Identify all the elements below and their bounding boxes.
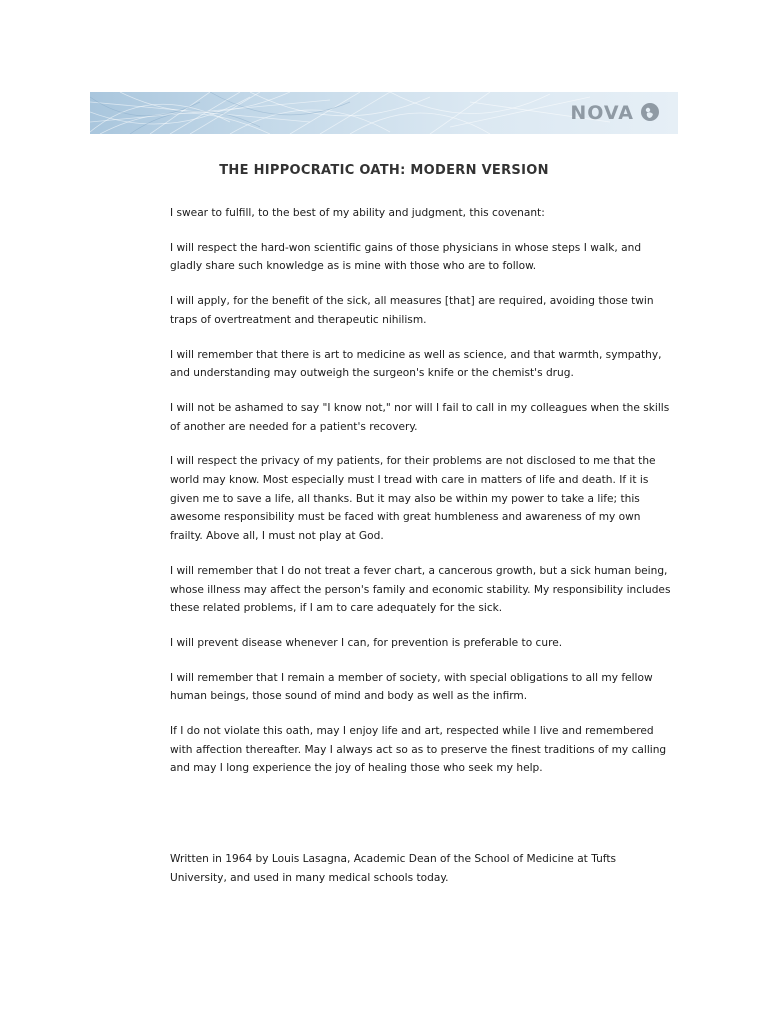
document-title: THE HIPPOCRATIC OATH: MODERN VERSION [219,163,549,178]
oath-paragraph: I swear to fulfill, to the best of my ability and judgment, this covenant: [170,207,545,219]
header-banner [90,92,678,134]
oath-paragraph: I will remember that I remain a member of society, with special obligations to all my fellow human beings, those sound of mind and body as well as the infirm. [170,671,653,703]
oath-body [170,204,675,794]
nova-logo: NOVA [570,102,634,124]
pbs-logo-icon [640,102,660,122]
oath-paragraph: I will respect the hard-won scientific gains of those physicians in whose steps I walk, and gladly share such knowledge as is mine with those who are to follow. [170,241,642,273]
oath-paragraph: I will remember that I do not treat a fever chart, a cancerous growth, but a sick human being, whose illness may affect the person's family and economic stability. My responsibility includes these related problems, if I am to care adequately for the sick. [170,564,671,615]
oath-paragraph: I will respect the privacy of my patients, for their problems are not disclosed to me that the world may know. Most especially must I tread with care in matters of life and death. If it is given me to save a life, all thanks. But it may also be within my power to take a life; this awesome responsibility must be faced with great humbleness and awareness of my own frailty. Above all, I must not play at God. [170,455,656,543]
oath-paragraph: If I do not violate this oath, may I enjoy life and art, respected while I live and remembered with affection thereafter. May I always act so as to preserve the finest traditions of my calling and may I long experience the joy of healing those who seek my help. [170,725,667,775]
oath-paragraph: I will apply, for the benefit of the sick, all measures [that] are required, avoiding those twin traps of overtreatment and therapeutic nihilism. [170,295,654,326]
authorship-credit: Written in 1964 by Louis Lasagna, Academic Dean of the School of Medicine at Tufts University, and used in many medical schools today. [170,853,616,884]
oath-paragraph: I will prevent disease whenever I can, for prevention is preferable to cure. [170,636,563,649]
oath-paragraph: I will not be ashamed to say "I know not," nor will I fail to call in my colleagues when the skills of another are needed for a patient's recovery. [170,401,670,433]
oath-paragraph: I will remember that there is art to medicine as well as science, and that warmth, sympathy, and understanding may outweigh the surgeon's knife or the chemist's drug. [170,348,662,380]
